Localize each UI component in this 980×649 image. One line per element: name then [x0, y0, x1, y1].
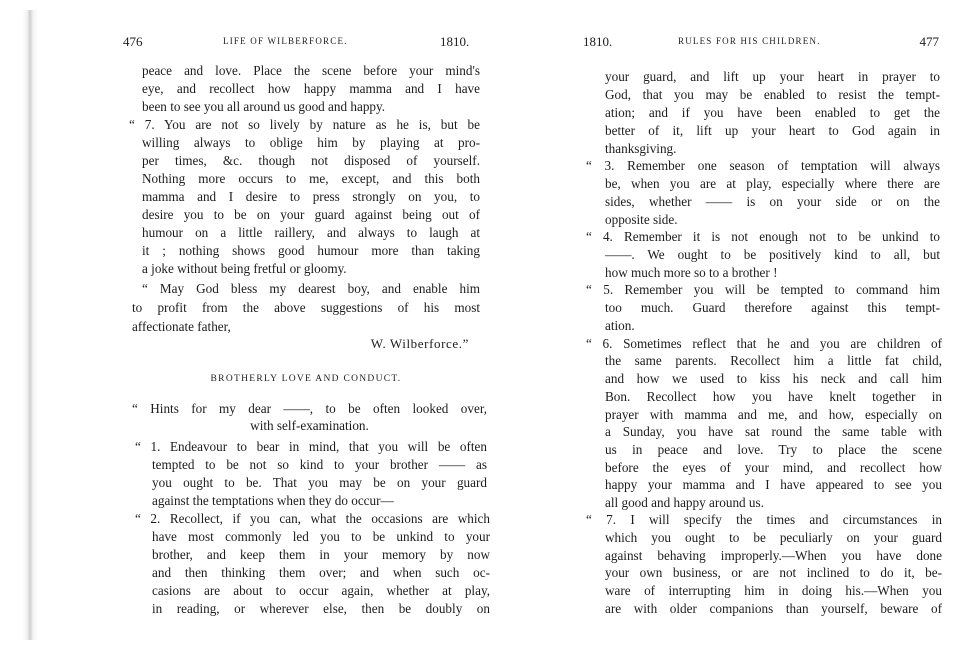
text-line: humour on a little raillery, and always to laugh at — [142, 225, 480, 240]
text-line: and then thinking them over; and when such oc- — [152, 565, 490, 580]
right-page-header — [583, 34, 943, 52]
text-line: “ Hints for my dear ——, to be often looked over, — [132, 401, 487, 416]
text-line: ware of interrupting him in doing his.—When you — [605, 583, 942, 598]
signature: W. Wilberforce.” — [370, 336, 469, 351]
text-line: the same parents. Recollect him a little fat child, — [605, 353, 942, 368]
running-title: LIFE OF WILBERFORCE. — [223, 36, 348, 46]
text-line: “ 5. Remember you will be tempted to command him — [586, 282, 940, 297]
text-line: prayer with mamma and me, and how, especially on — [605, 407, 942, 422]
text-line: are with older companions than yourself, beware of — [605, 601, 942, 616]
text-line: too much. Guard therefore against this tempt- — [605, 300, 940, 315]
text-line: your guard, and lift up your heart in prayer to — [605, 69, 940, 84]
left-page-header — [105, 34, 490, 52]
text-line: ation; and if you have been enabled to get the — [605, 105, 940, 120]
text-line: be, when you are at play, especially where there are — [605, 176, 940, 191]
book-binding-gutter — [22, 10, 38, 640]
text-line: “ 1. Endeavour to bear in mind, that you will be often — [135, 439, 487, 454]
left-page — [105, 0, 490, 649]
page-number: 476 — [123, 34, 143, 49]
text-line: peace and love. Place the scene before your mind's — [142, 63, 480, 78]
text-line: “ 7. I will specify the times and circumstances in — [586, 512, 942, 527]
year: 1810. — [440, 34, 470, 49]
text-line: ——. We ought to be positively kind to all, but — [605, 247, 940, 262]
text-line: your own business, or are not inclined to do it, be- — [605, 565, 942, 580]
text-line: us in peace and love. Try to place the scene — [605, 442, 942, 457]
text-line: eye, and recollect how happy mamma and I have — [142, 81, 480, 96]
text-line: with self-examination. — [250, 418, 369, 433]
text-line: against behaving improperly.—When you have done — [605, 548, 942, 563]
text-line: “ 7. You are not so lively by nature as he is, but be — [129, 117, 480, 132]
text-line: mamma and I desire to press strongly on you, to — [142, 189, 480, 204]
text-line: have most commonly led you to be unkind to your — [152, 529, 490, 544]
text-line: “ 2. Recollect, if you can, what the occasions are which — [135, 511, 490, 526]
text-line: brother, and keep them in your memory by now — [152, 547, 490, 562]
text-line: God, that you may be enabled to resist the tempt- — [605, 87, 940, 102]
text-line: per times, &c. though not disposed of yourself. — [142, 153, 480, 168]
text-line: been to see you all around us good and happy. — [142, 99, 386, 114]
section-heading: BROTHERLY LOVE AND CONDUCT. — [210, 374, 402, 384]
text-line: happy your mamma and I have appeared to see you — [605, 477, 942, 492]
text-line: willing always to oblige him by playing at pro- — [142, 135, 480, 150]
text-line: you ought to be. That you may be on your guard — [152, 475, 487, 490]
text-line: opposite side. — [605, 212, 678, 227]
text-line: before the eyes of your mind, and recollect how — [605, 460, 942, 475]
text-line: Bon. Recollect how you have knelt together in — [605, 389, 942, 404]
year: 1810. — [583, 34, 613, 49]
text-line: against the temptations when they do occur— — [152, 493, 394, 508]
text-line: thanksgiving. — [605, 141, 677, 156]
text-line: better of it, lift up your heart to God again in — [605, 123, 940, 138]
text-line: sides, whether —— is on your side or on the — [605, 194, 940, 209]
page-number: 477 — [919, 34, 939, 49]
text-line: desire you to be on your guard against being out of — [142, 207, 480, 222]
text-line: how much more so to a brother ! — [605, 265, 778, 280]
running-title: RULES FOR HIS CHILDREN. — [678, 36, 821, 46]
text-line: all good and happy around us. — [605, 495, 764, 510]
text-line: which you ought to be peculiarly on your guard — [605, 530, 942, 545]
text-line: “ May God bless my dearest boy, and enable him — [142, 281, 480, 296]
text-line: affectionate father, — [132, 319, 231, 334]
text-line: a Sunday, you have sat round the same table with — [605, 424, 942, 439]
text-line: tempted to be not so kind to your brother —— as — [152, 457, 487, 472]
text-line: in reading, or wherever else, then be doubly on — [152, 601, 490, 616]
text-line: Nothing more occurs to me, except, and this both — [142, 171, 480, 186]
text-line: casions are about to occur again, whether at play, — [152, 583, 490, 598]
text-line: “ 6. Sometimes reflect that he and you are children of — [586, 336, 942, 351]
right-page — [583, 0, 943, 649]
text-line: a joke without being fretful or gloomy. — [142, 261, 347, 276]
text-line: “ 3. Remember one season of temptation will always — [586, 158, 940, 173]
text-line: “ 4. Remember it is not enough not to be unkind to — [586, 229, 940, 244]
text-line: and how we used to kiss his neck and call him — [605, 371, 942, 386]
text-line: ation. — [605, 318, 635, 333]
text-line: to profit from the above suggestions of his most — [132, 300, 480, 315]
text-line: it ; nothing shows good humour more than taking — [142, 243, 480, 258]
